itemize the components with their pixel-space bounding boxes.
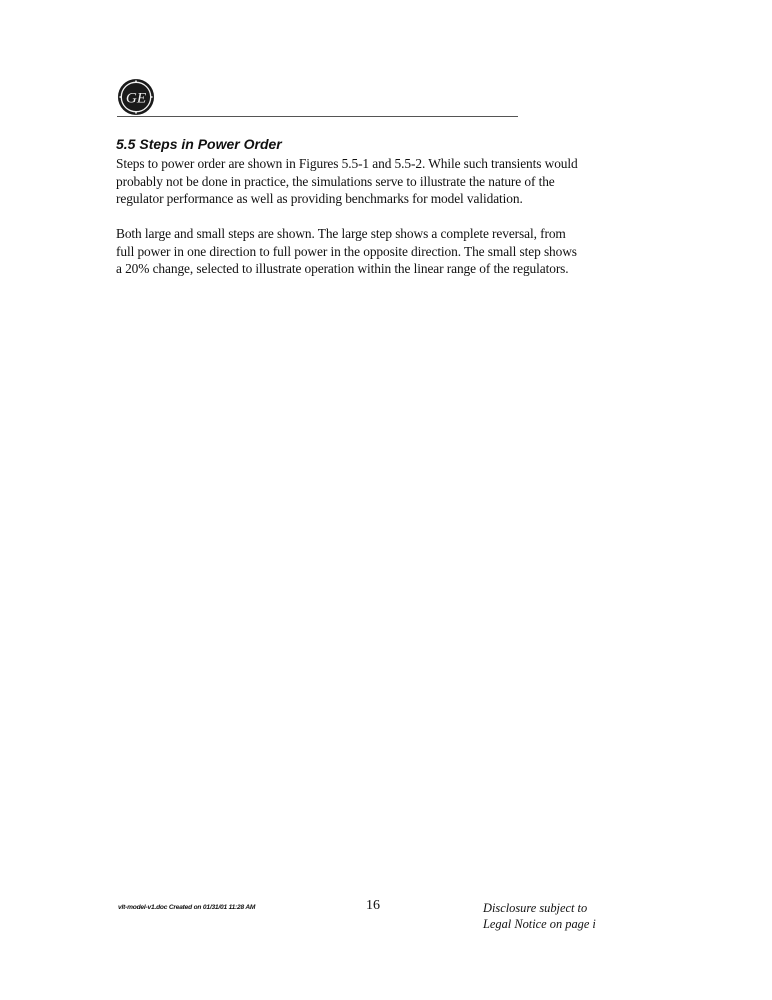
paragraph-line: full power in one direction to full power in the opposite direction. The small step shows: [116, 243, 577, 259]
legal-notice: [483, 900, 596, 932]
page-number: 16: [366, 898, 380, 913]
body-paragraph: [116, 155, 622, 208]
ge-logo-lettering: GE: [125, 89, 147, 107]
paragraph-line: a 20% change, selected to illustrate operation within the linear range of the regulators.: [116, 261, 569, 276]
legal-notice-line: Disclosure subject to: [483, 901, 588, 915]
ge-logo-icon: [117, 78, 155, 116]
footer-file-info: vlt-model-v1.doc Created on 01/31/01 11:28 AM: [118, 904, 256, 911]
section-heading: 5.5 Steps in Power Order: [116, 136, 282, 152]
paragraph-line: Steps to power order are shown in Figures 5.5-1 and 5.5-2. While such transients would: [116, 156, 578, 171]
paragraph-line: regulator performance as well as providing benchmarks for model validation.: [116, 191, 523, 206]
legal-notice-line: Legal Notice on page i: [483, 917, 596, 931]
paragraph-line: Both large and small steps are shown. The large step shows a complete reversal, from: [116, 226, 566, 241]
body-paragraph: [116, 225, 622, 278]
header-divider: [117, 116, 518, 117]
paragraph-line: probably not be done in practice, the simulations serve to illustrate the nature of the: [116, 173, 555, 189]
